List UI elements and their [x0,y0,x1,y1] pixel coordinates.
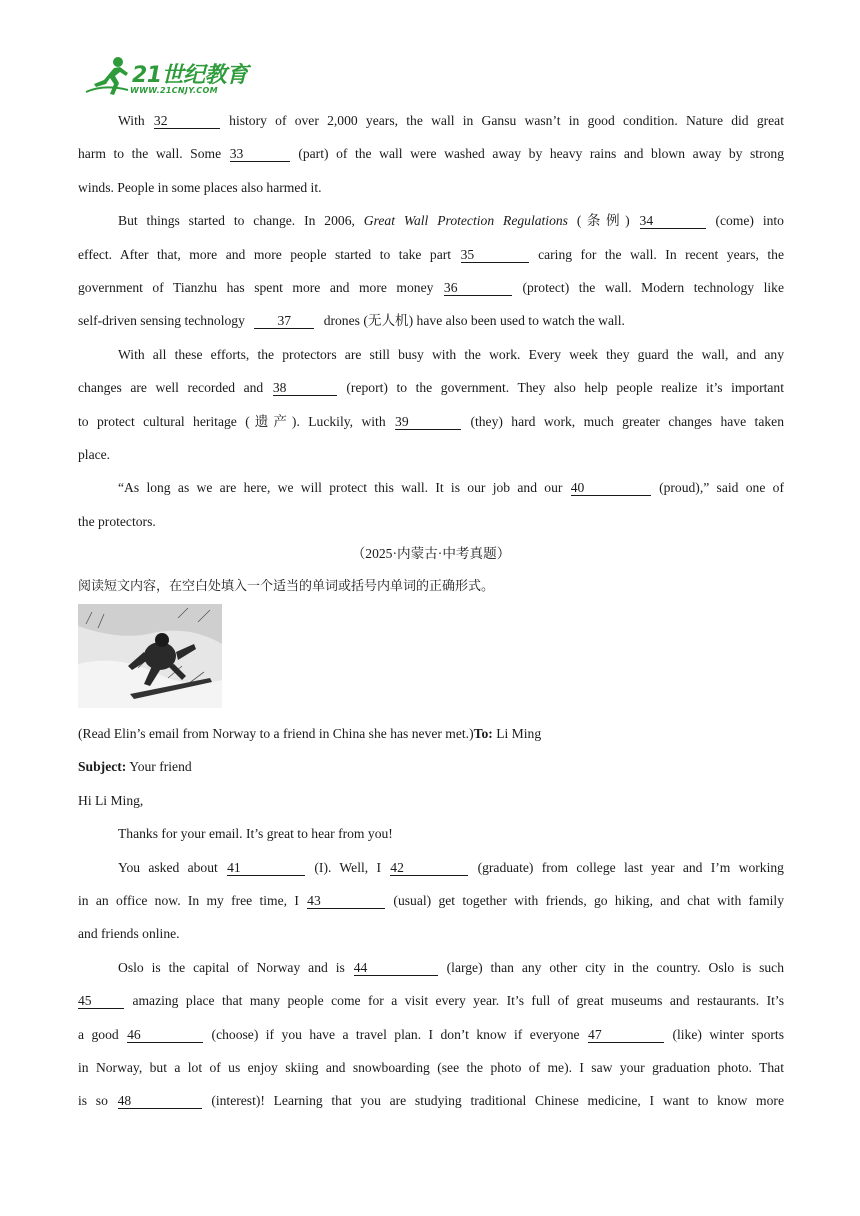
passage-line: to protect cultural heritage (遗产). Luckily, with 39 (they) hard work, much greater changes have taken [78,413,784,429]
email-line: in Norway, but a lot of us enjoy skiing and snowboarding (see the photo of me). I saw your graduation photo. That [78,1060,784,1075]
site-logo [84,54,254,100]
passage-line: harm to the wall. Some 33 (part) of the wall were washed away by heavy rains and blown away by strong [78,146,784,162]
blank-32[interactable]: 32 [154,113,220,129]
blank-47[interactable]: 47 [588,1027,664,1043]
email-header-line: (Read Elin’s email from Norway to a friend in China she has never met.)To: Li Ming [78,726,542,741]
blank-48[interactable]: 48 [118,1093,202,1109]
email-subject-line: Subject: Your friend [78,759,192,775]
passage-line: the protectors. [78,513,156,529]
logo-url-text: WWW.21CNJY.COM [130,86,218,95]
email-intro: (Read Elin’s email from Norway to a friend in China she has never met.) [78,726,474,741]
instruction-text: 阅读短文内容，在空白处填入一个适当的单词或括号内单词的正确形式。 [78,579,495,594]
blank-40[interactable]: 40 [571,480,651,496]
logo-brand-text: 21世纪教育 [132,63,248,88]
blank-38[interactable]: 38 [273,380,337,396]
regulation-title: Great Wall Protection Regulations [363,213,568,229]
blank-34[interactable]: 34 [640,213,706,229]
blank-42[interactable]: 42 [390,860,468,876]
passage-line: government of Tianzhu has spent more and more money 36 (protect) the wall. Modern technology like [78,280,784,295]
question-source: （2025·内蒙古·中考真题） [351,546,511,561]
passage-line: changes are well recorded and 38 (report) to the government. They also help people realize it’s important [78,380,785,396]
email-line: 45 amazing place that many people come for a visit every year. It’s full of great museums and restaurants. It’s [78,993,784,1009]
email-to: Li Ming [496,726,542,741]
snowboarder-photo-icon [78,604,222,708]
passage-line: place. [78,447,111,462]
passage-line: But things started to change. In 2006, Great Wall Protection Regulations (条例) 34 (come) into [118,213,784,229]
passage-line: “As long as we are here, we will protect this wall. It is our job and our 40 (proud),” said one of [118,480,785,496]
blank-45[interactable]: 45 [78,993,124,1009]
blank-43[interactable]: 43 [307,893,385,909]
blank-37[interactable]: 37 [254,313,314,329]
passage-line: effect. After that, more and more people started to take part 35 caring for the wall. In recent years, the [78,246,784,262]
passage-line: With 32 history of over 2,000 years, the wall in Gansu wasn’t in good condition. Nature did great [118,113,784,128]
email-line: You asked about 41 (I). Well, I 42 (graduate) from college last year and I’m working [118,859,784,875]
email-line: Oslo is the capital of Norway and is 44 (large) than any other city in the country. Oslo is such [118,959,784,975]
email-line: and friends online. [78,926,180,942]
email-greeting: Hi Li Ming, [78,792,144,808]
blank-41[interactable]: 41 [227,860,305,876]
blank-36[interactable]: 36 [444,280,512,296]
runner-logo-icon [84,54,132,98]
email-line: Thanks for your email. It’s great to hear from you! [118,826,393,842]
blank-39[interactable]: 39 [395,414,461,430]
passage-line: With all these efforts, the protectors are still busy with the work. Every week they guard the wall, and any [118,346,784,362]
blank-35[interactable]: 35 [461,247,529,263]
passage-line: winds. People in some places also harmed it. [78,179,322,195]
email-line: a good 46 (choose) if you have a travel plan. I don’t know if everyone 47 (like) winter sports [78,1026,784,1042]
snowboarder-photo [78,604,222,708]
email-line: in an office now. In my free time, I 43 (usual) get together with friends, go hiking, and chat with family [78,893,784,908]
blank-33[interactable]: 33 [230,146,290,162]
blank-46[interactable]: 46 [127,1027,203,1043]
email-line: is so 48 (interest)! Learning that you are studying traditional Chinese medicine, I want to know more [78,1093,784,1109]
passage-line: self-driven sensing technology 37 drones (无人机) have also been used to watch the wall. [78,313,625,329]
blank-44[interactable]: 44 [354,960,438,976]
email-subject: Your friend [129,759,192,775]
